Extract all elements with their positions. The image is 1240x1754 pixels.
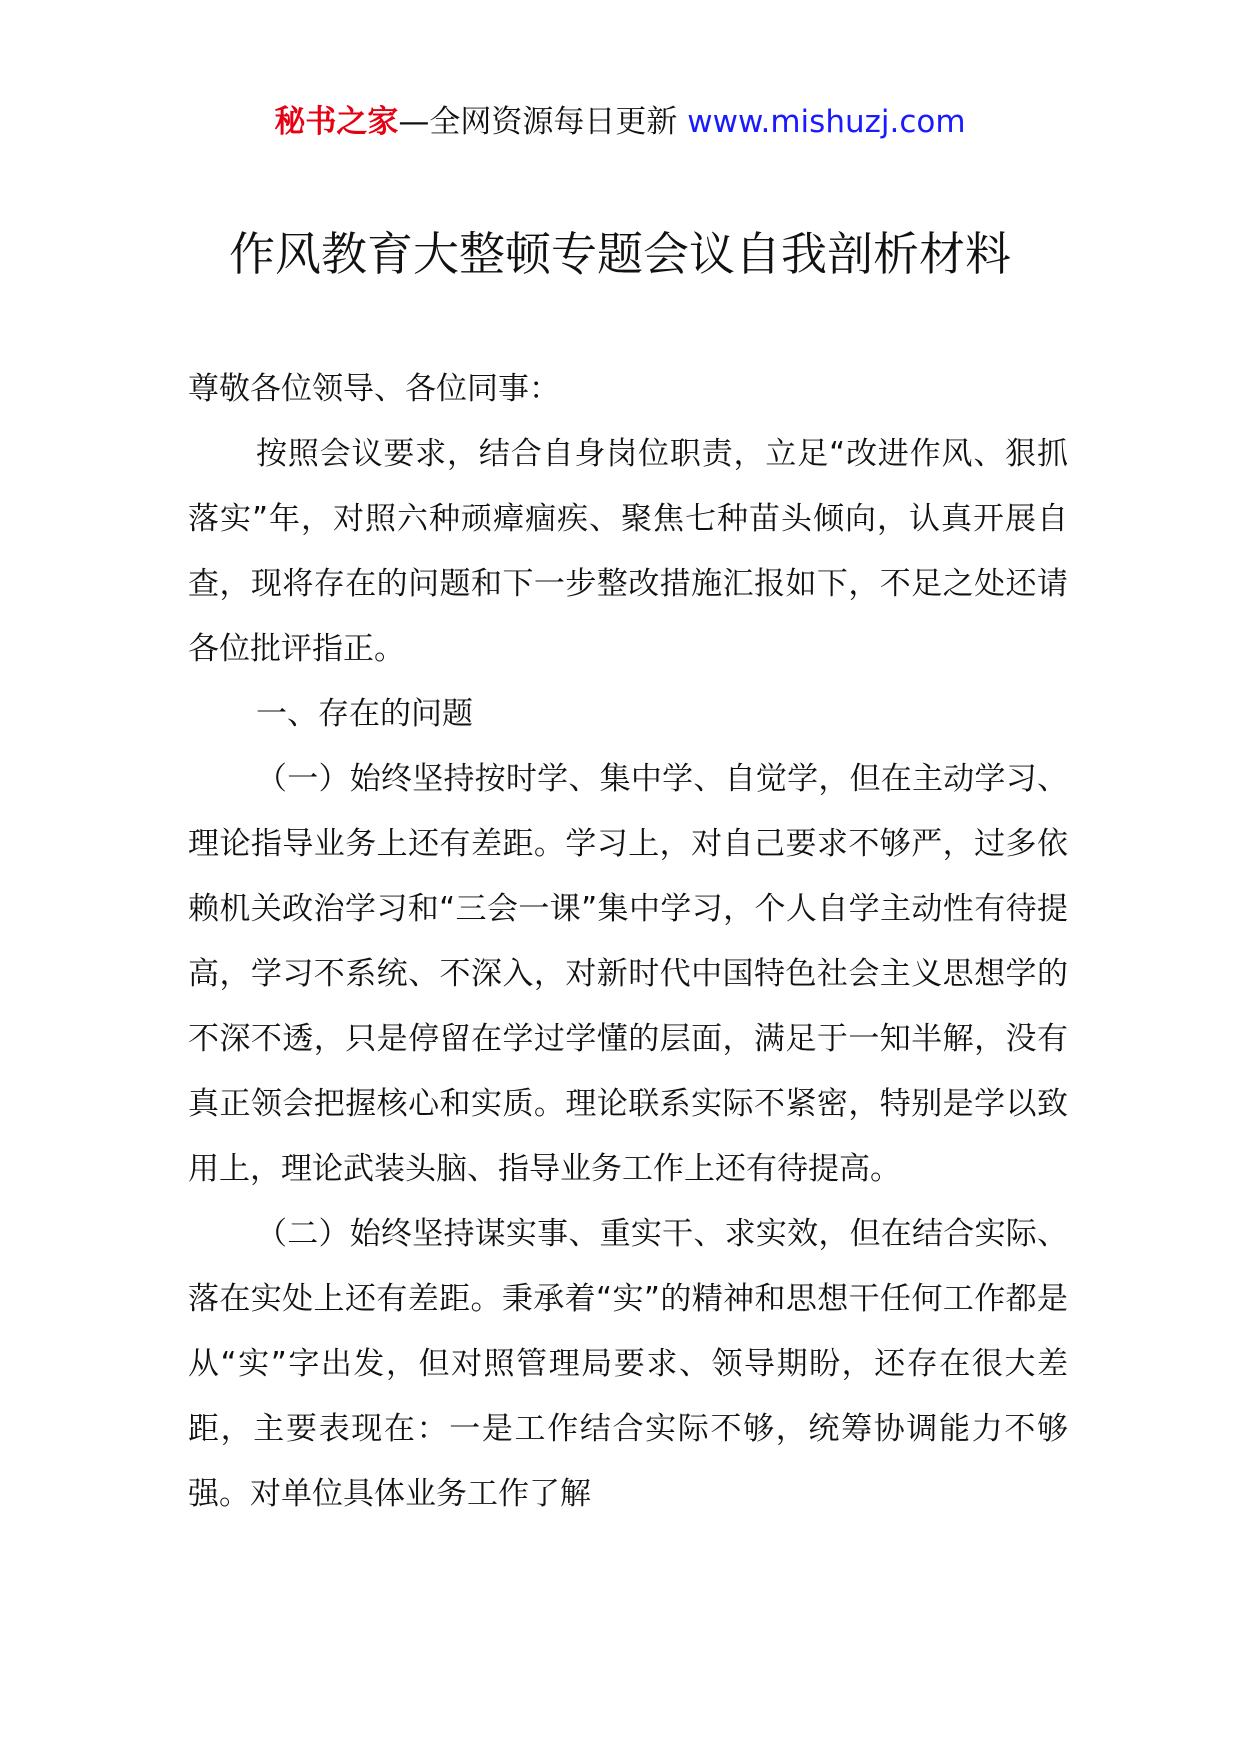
- site-slogan: —全网资源每日更新: [398, 104, 688, 140]
- document-body: [188, 357, 1068, 1527]
- paragraph-problem-1: （一）始终坚持按时学、集中学、自觉学，但在主动学习、理论指导业务上还有差距。学习上，对自己要求不够严，过多依赖机关政治学习和“三会一课”集中学习，个人自学主动性有待提高，学习不系统、不深入，对新时代中国特色社会主义思想学的不深不透，只是停留在学过学懂的层面，满足于一知半解，没有真正领会把握核心和实质。理论联系实际不紧密，特别是学以致用上，理论武装头脑、指导业务工作上还有待提高。: [188, 761, 1068, 1187]
- section-heading-problems: 一、存在的问题: [256, 696, 473, 732]
- paragraph-intro: 按照会议要求，结合自身岗位职责，立足“改进作风、狠抓落实”年，对照六种顽瘴痼疾、聚焦七种苗头倾向，认真开展自查，现将存在的问题和下一步整改措施汇报如下，不足之处还请各位批评指正。: [188, 436, 1068, 667]
- site-header: [0, 100, 1240, 144]
- salutation: 尊敬各位领导、各位同事：: [188, 371, 560, 407]
- site-brand: 秘书之家: [274, 104, 399, 140]
- document-title: 作风教育大整顿专题会议自我剖析材料: [229, 227, 1011, 281]
- paragraph-problem-2: （二）始终坚持谋实事、重实干、求实效，但在结合实际、落在实处上还有差距。秉承着“实”的精神和思想干任何工作都是从“实”字出发，但对照管理局要求、领导期盼，还存在很大差距，主要表现在：一是工作结合实际不够，统筹协调能力不够强。对单位具体业务工作了解: [188, 1216, 1068, 1512]
- site-url-link[interactable]: www.mishuzj.com: [687, 104, 966, 140]
